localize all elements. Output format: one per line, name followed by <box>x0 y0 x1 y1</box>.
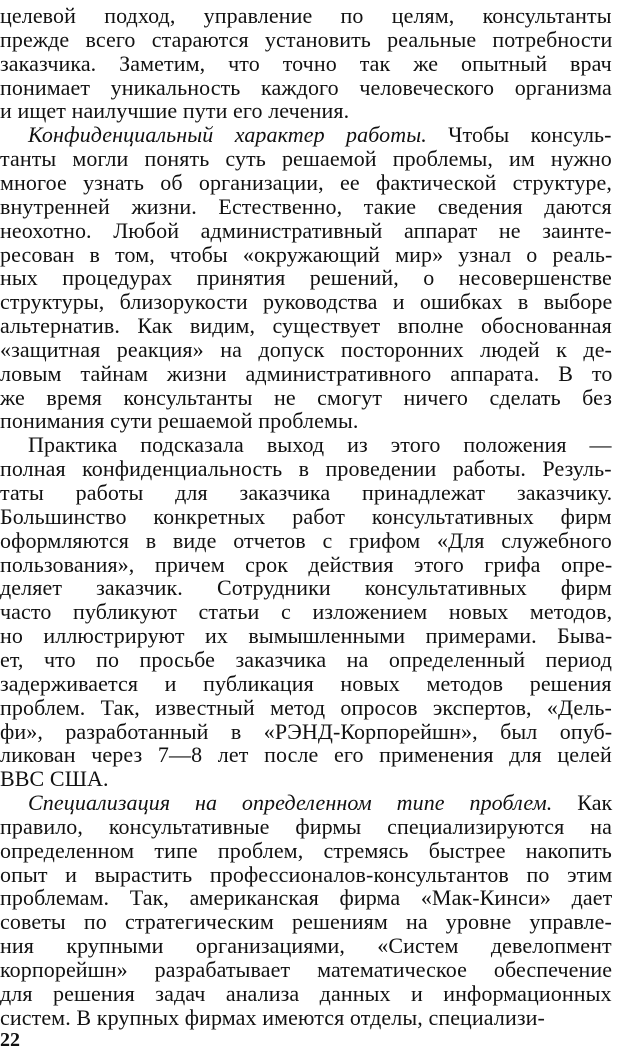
text-line: часто публикуют статьи с изложением новых методов, <box>0 599 613 625</box>
line-text: Чтобы консуль- <box>426 122 612 148</box>
text-line: прежде всего стараются установить реальные потребности <box>0 26 613 52</box>
text-line: фи», разработанный в «РЭНД-Корпорейшн», был опуб- <box>0 718 613 744</box>
text-line: заказчика. Заметим, что точно так же опытный врач <box>0 50 612 76</box>
text-line: задерживается и публикация новых методов решения <box>0 670 612 696</box>
italic-heading: Специализация на определенном типе проблем. <box>28 790 553 816</box>
text-line: проблем. Так, известный метод опросов экспертов, «Дель- <box>0 694 612 720</box>
text-line: для решения задач анализа данных и информационных <box>0 980 612 1006</box>
text-line: систем. В крупных фирмах имеются отделы, специализи- <box>0 1004 545 1030</box>
text-line: и ищет наилучшие пути его лечения. <box>0 98 350 124</box>
text-line: ных процедурах принятия решений, о несовершенстве <box>0 265 612 291</box>
text-line: целевой подход, управление по целям, консультанты <box>0 3 612 28</box>
text-line: ВВС США. <box>0 766 109 792</box>
text-line: понимания сути решаемой проблемы. <box>0 408 359 434</box>
text-line: таты работы для заказчика принадлежат заказчику. <box>0 480 613 505</box>
italic-heading: Конфиденциальный характер работы. <box>28 122 427 148</box>
text-line: корпорейшн» разрабатывает математическое обеспечение <box>0 957 613 982</box>
page-number: 22 <box>0 1029 20 1051</box>
text-line: опыт и вырастить профессионалов-консультантов по этим <box>0 861 613 887</box>
text-line: многое узнать об организации, ее фактической структуре, <box>0 169 612 195</box>
text-line: внутренней жизни. Естественно, такие сведения даются <box>0 193 612 219</box>
text-line: пользования», причем срок действия этого грифа опре- <box>0 551 613 577</box>
text-line: ет, что по просьбе заказчика на определенный период <box>0 646 613 672</box>
text-line: но иллюстрируют их вымышленными примерами. Быва- <box>0 623 613 649</box>
text-line: проблемам. Так, американская фирма «Мак-Кинси» дает <box>0 885 613 911</box>
text-line: неохотно. Любой административный аппарат не заинте- <box>0 217 612 243</box>
text-line: определенном типе проблем, стремясь быстрее накопить <box>0 837 612 863</box>
text-line: советы по стратегическим решениям на уровне управле- <box>0 909 612 935</box>
text-line: полная конфиденциальность в проведении работы. Резуль- <box>0 456 612 482</box>
text-line: Практика подсказала выход из этого положения — <box>28 432 612 458</box>
text-line: ресован в том, чтобы «окружающий мир» узнал о реаль- <box>0 241 613 267</box>
text-line: правило, консультативные фирмы специализируются на <box>0 813 612 839</box>
text-line: ловым тайнам жизни административного аппарата. В то <box>0 360 613 386</box>
text-line: альтернатив. Как видим, существует вполне обоснованная <box>0 313 612 339</box>
text-line: оформляются в виде отчетов с грифом «Для служебного <box>0 527 612 553</box>
text-line: Большинство конкретных работ консультативных фирм <box>0 503 612 529</box>
text-line: структуры, близорукости руководства и ошибках в выборе <box>0 289 613 315</box>
text-line: ликован через 7—8 лет после его применения для целей <box>0 742 612 768</box>
line-text: Как <box>552 790 613 816</box>
text-line: «защитная реакция» на допуск посторонних людей к де- <box>0 336 612 362</box>
text-line: понимает уникальность каждого человеческого организма <box>0 74 612 100</box>
text-line: ния крупными организациями, «Систем девелопмент <box>0 933 612 959</box>
text-line: деляет заказчик. Сотрудники консультативных фирм <box>0 575 612 601</box>
text-line: танты могли понять суть решаемой проблемы, им нужно <box>0 146 612 172</box>
text-line: же время консультанты не смогут ничего сделать без <box>0 384 613 410</box>
